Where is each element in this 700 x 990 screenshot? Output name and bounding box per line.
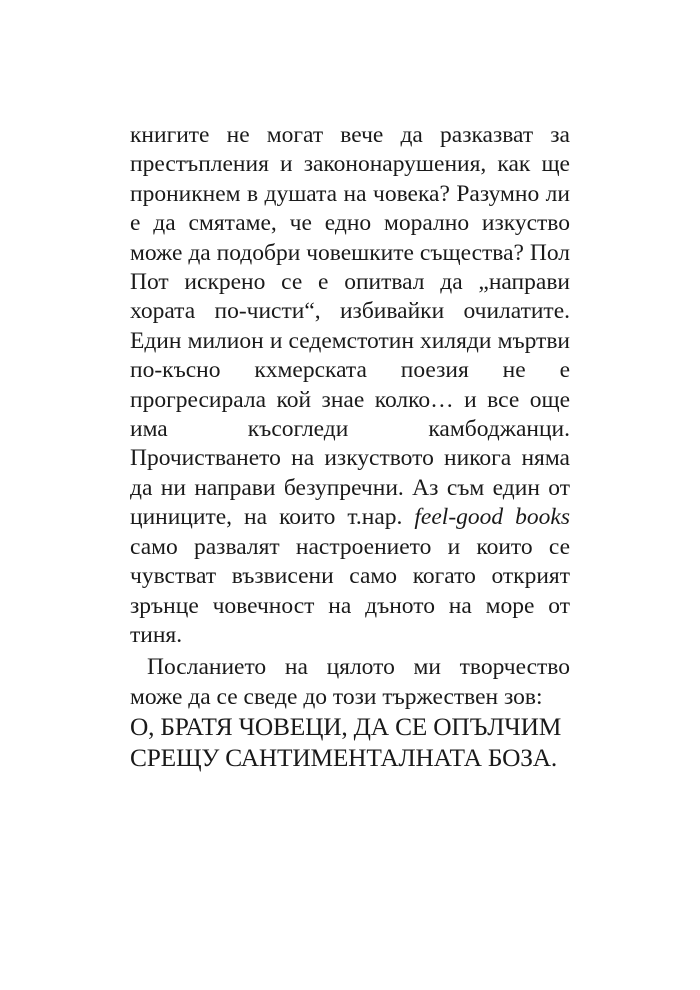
- paragraph-1: [130, 121, 570, 650]
- closing-proclamation: [130, 712, 570, 773]
- paragraph-2: Посланието на цялото ми творчество може да се сведе до този тържествен зов:: [130, 654, 570, 710]
- closing-line-1: О, БРАТЯ ЧОВЕЦИ, ДА СЕ ОПЪЛЧИМ: [130, 713, 562, 742]
- paragraph-1-text-end: само развалят настроението и които се чувстват възвисени само когато открият зрънце човечност на дъното на море от тиня.: [130, 533, 570, 648]
- paragraph-1-text-start: книгите не могат вече да разказват за престъпления и закононарушения, как ще проникнем в душата на човека? Разумно ли е да смятаме, че едно морално изкуство може да подобри човешките същества? Пол Пот искрено се е опитвал да „направи хората по-чисти“, избивайки очилатите. Един милион и седемстотин хиляди мъртви по-късно кхмерската поезия не е прогресирала кой знае колко… и все още има късогледи камбоджанци. Прочистването на изкуството никога няма да ни направи безупречни. Аз съм един от циниците, на които т.нар.: [130, 122, 570, 531]
- feel-good-books-phrase: feel-good books: [414, 504, 570, 531]
- book-page: [130, 121, 570, 773]
- closing-line-2: СРЕЩУ САНТИМЕНТАЛНАТА БОЗА.: [130, 743, 558, 772]
